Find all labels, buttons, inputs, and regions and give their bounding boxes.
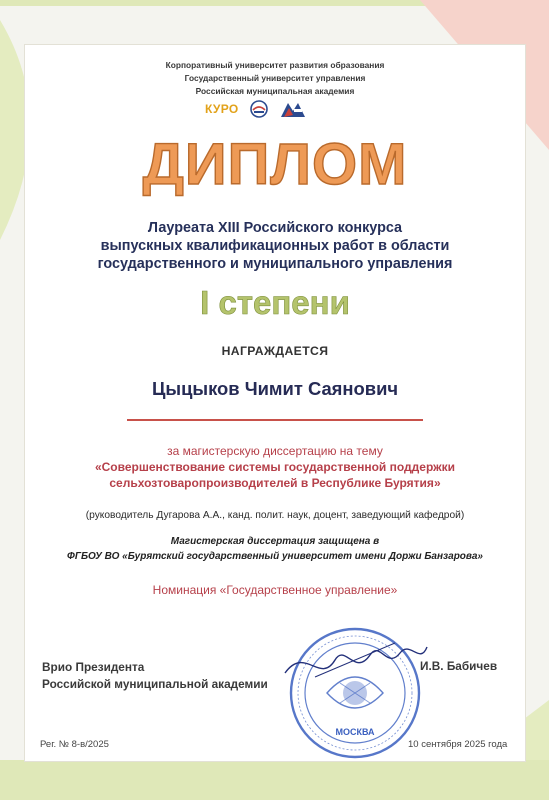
signatory-line: Российской муниципальной академии [42, 677, 268, 691]
signatory-title [42, 659, 268, 693]
diploma-sheet [24, 44, 526, 762]
registration-number: Рег. № 8-в/2025 [40, 739, 109, 750]
kuro-logo: КУРО [205, 102, 239, 116]
logo-row [205, 100, 345, 118]
signature [275, 625, 435, 695]
stamp-city: МОСКВА [335, 727, 375, 737]
org-line: Государственный университет управления [184, 73, 366, 83]
diploma-title: ДИПЛОМ [142, 132, 408, 197]
awarded-label: НАГРАЖДАЕТСЯ [221, 344, 329, 358]
laureate-line: выпускных квалификационных работ в области [100, 238, 450, 254]
supervisor-text: (руководитель Дугарова А.А., канд. полит. наук, доцент, заведующий кафедрой) [85, 510, 465, 521]
laureate-line: Лауреата XIII Российского конкурса [147, 220, 403, 236]
signatory-line: Врио Президента [42, 660, 145, 674]
thesis-text [25, 443, 525, 491]
university-emblem-logo [248, 100, 270, 118]
defended-text [25, 534, 525, 564]
org-line: Российская муниципальная академия [195, 86, 355, 96]
org-line: Корпоративный университет развития образования [165, 60, 385, 70]
thesis-line: за магистерскую диссертацию на тему [167, 444, 383, 458]
name-underline [127, 419, 423, 421]
laureate-line: государственного и муниципального управления [97, 256, 453, 272]
thesis-line: «Совершенствование системы государственной поддержки [94, 460, 456, 474]
thesis-line: сельхозтоваропроизводителей в Республике Бурятия» [109, 476, 441, 490]
degree-label: I степени [200, 284, 350, 321]
defended-line: Магистерская диссертация защищена в [170, 536, 380, 547]
rma-logo [280, 100, 306, 118]
signatory-name: И.В. Бабичев [420, 659, 498, 673]
recipient-name: Цыцыков Чимит Саянович [151, 378, 399, 399]
issue-date: 10 сентября 2025 года [408, 739, 508, 750]
laureate-text [25, 219, 525, 273]
defended-line: ФГБОУ ВО «Бурятский государственный университет имени Доржи Банзарова» [67, 551, 483, 562]
nomination-text: Номинация «Государственное управление» [152, 583, 398, 597]
